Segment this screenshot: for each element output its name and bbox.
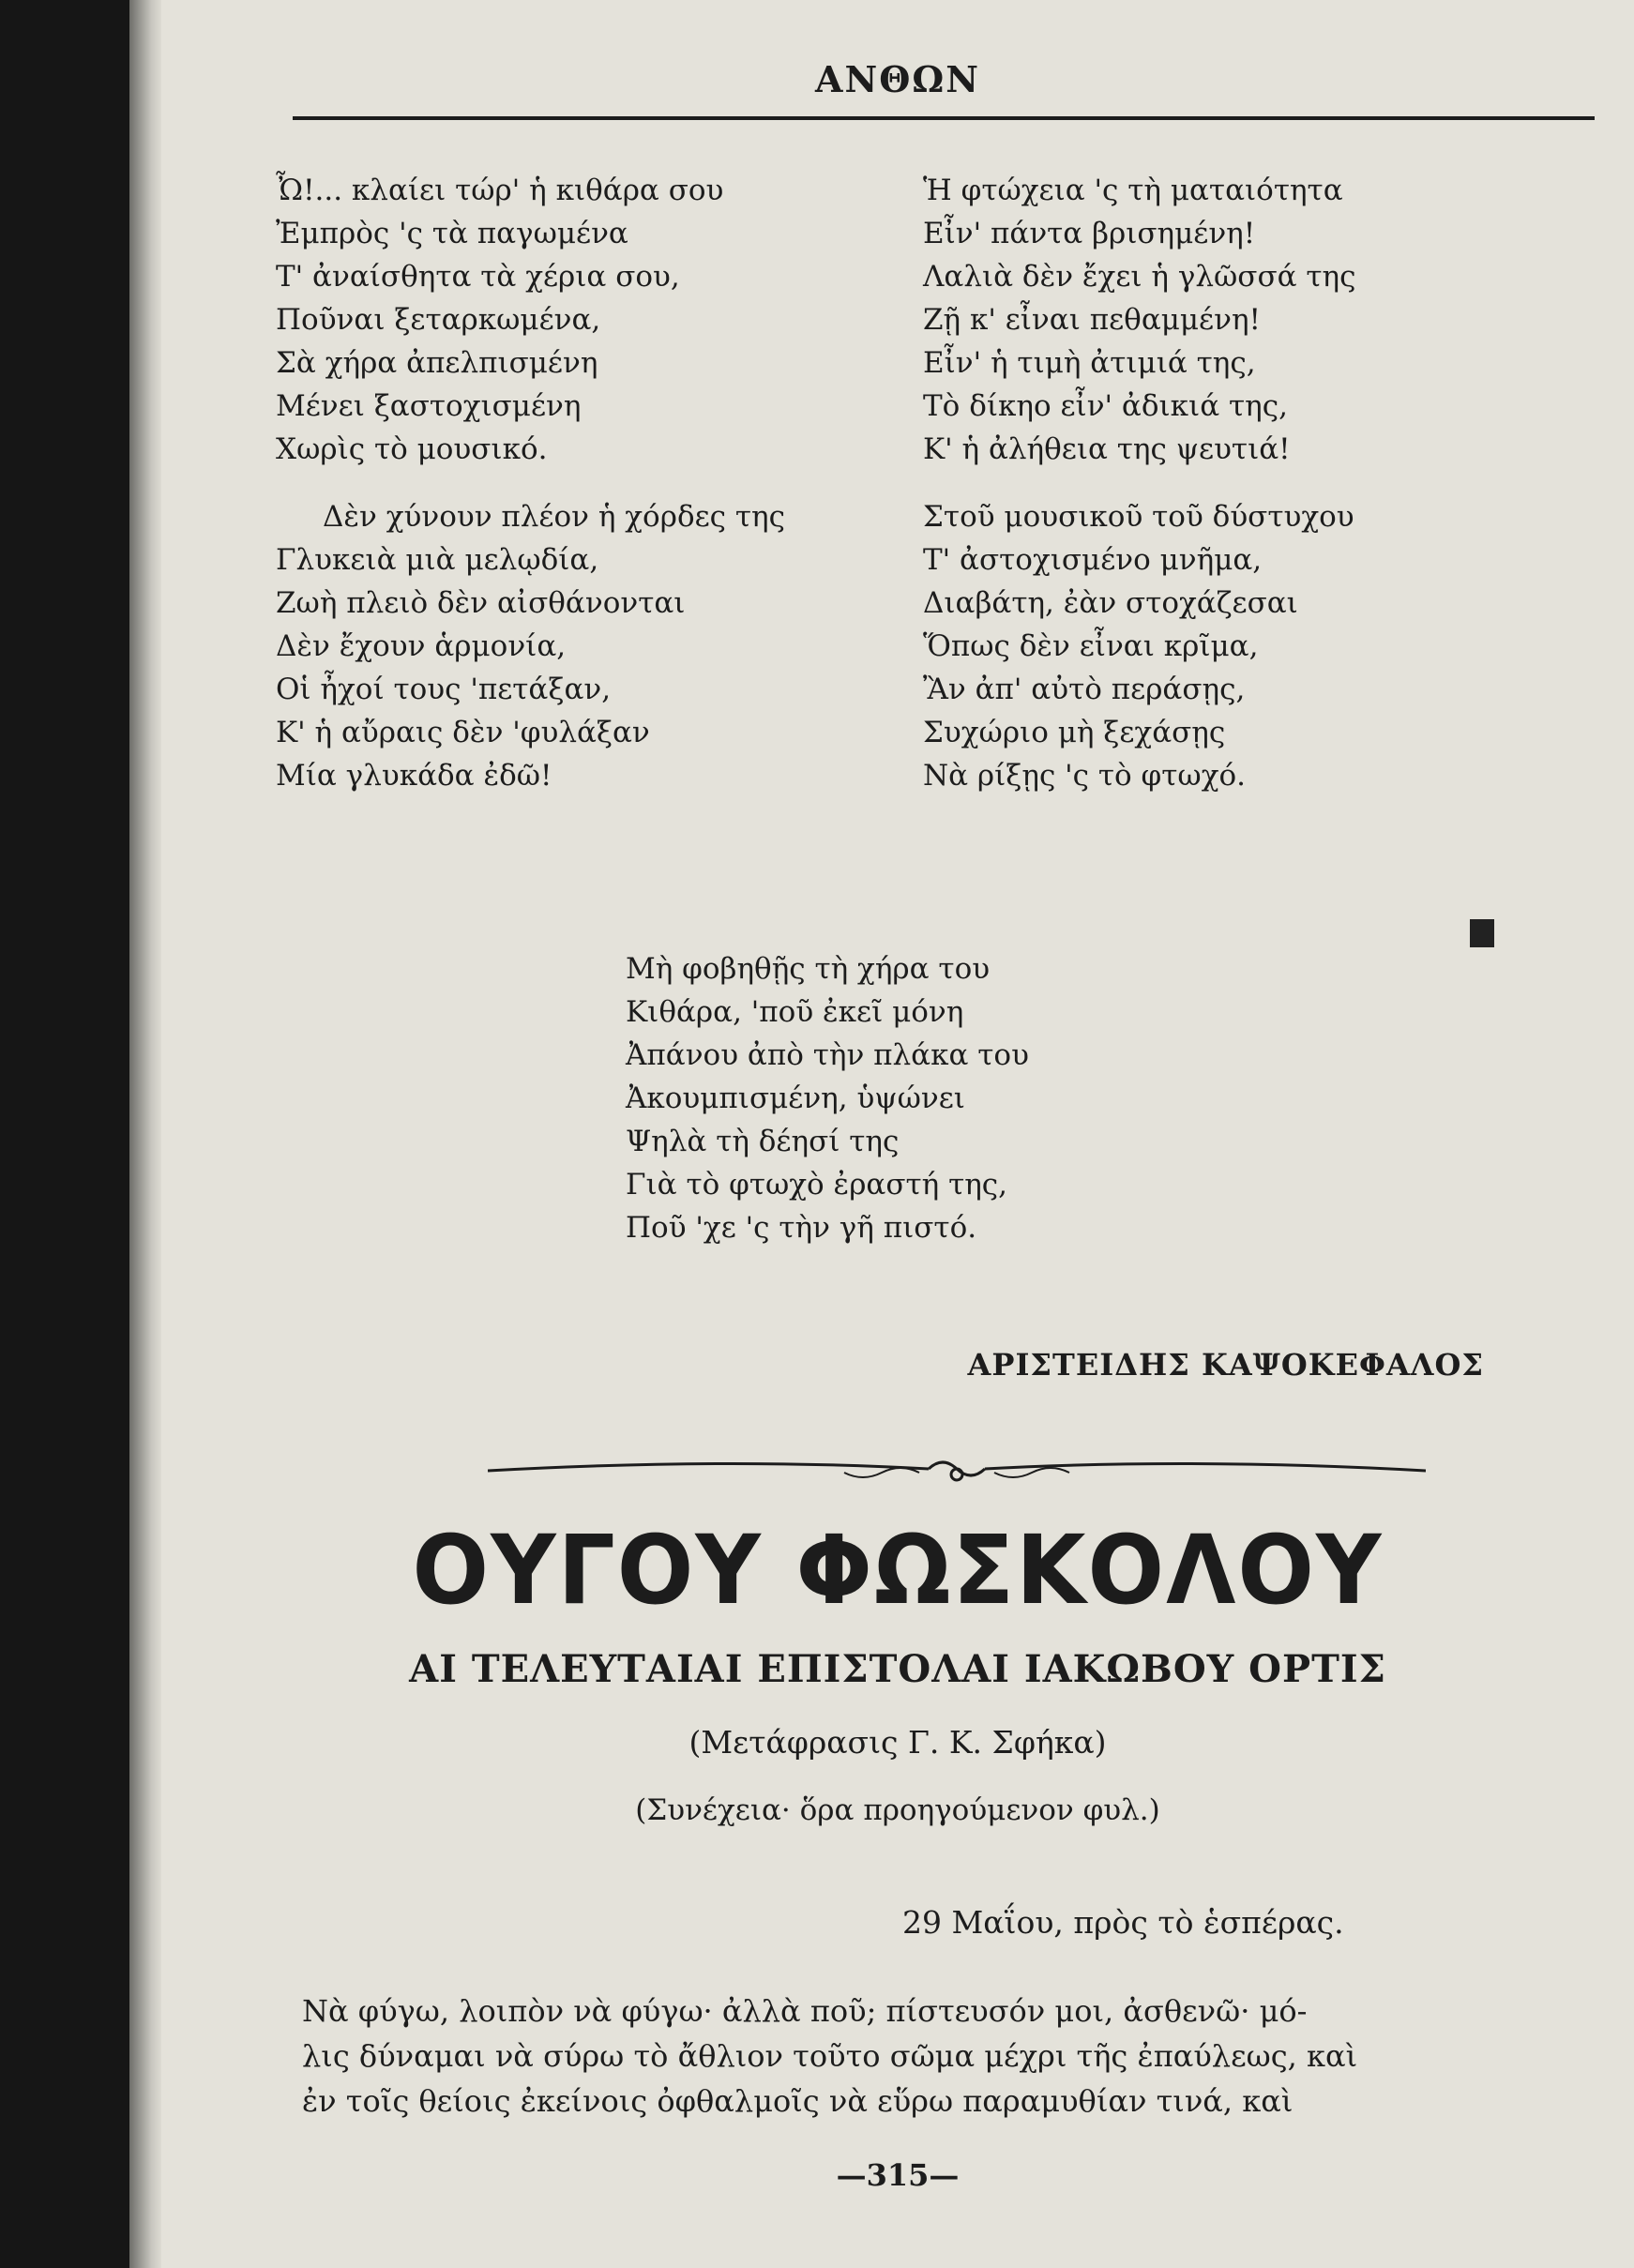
verse-line: Οἱ ἦχοί τους 'πετάξαν,	[276, 673, 612, 706]
verse-line: Ἂν ἀπ' αὐτὸ περάσῃς,	[923, 673, 1246, 706]
verse-line: Ἡ φτώχεια 'ς τὴ ματαιότητα	[923, 174, 1343, 207]
poem-left-column	[276, 169, 857, 822]
continuation-note: (Συνέχεια· ὅρα προηγούμενον φυλ.)	[635, 1793, 1160, 1827]
verse-line: Ποῦναι ξεταρκωμένα,	[276, 303, 601, 337]
article-title: ΟΥΓΟΥ ΦΩΣΚΟΛΟΥ	[412, 1514, 1384, 1626]
verse-line: Κ' ἡ αὔραις δὲν 'φυλάξαν	[276, 716, 650, 749]
prose-line: ἐν τοῖς θείοις ἐκείνοις ὀφθαλμοῖς νὰ εὕρω παραμυθίαν τινά, καὶ	[302, 2083, 1294, 2119]
stanza	[276, 495, 857, 797]
verse-line: Τ' ἀστοχισμένο μνῆμα,	[923, 543, 1263, 577]
poem-signature: ΑΡΙΣΤΕΙΔΗΣ ΚΑΨΟΚΕΦΑΛΟΣ	[967, 1347, 1484, 1383]
prose-line: λις δύναμαι νὰ σύρω τὸ ἄθλιον τοῦτο σῶμα μέχρι τῆς ἐπαύλεως, καὶ	[302, 2038, 1358, 2074]
verse-line: Στοῦ μουσικοῦ τοῦ δύστυχου	[923, 500, 1354, 534]
verse-line: Σὰ χήρα ἀπελπισμένη	[276, 346, 598, 380]
verse-line: Γλυκειὰ μιὰ μελῳδία,	[276, 543, 599, 577]
verse-line: Δὲν ἔχουν ἁρμονία,	[276, 629, 567, 663]
verse-line: Μία γλυκάδα ἐδῶ!	[276, 759, 552, 793]
verse-line: Νὰ ρίξῃς 'ς τὸ φτωχό.	[923, 759, 1246, 793]
translator-credit: (Μετάφρασις Γ. Κ. Σφήκα)	[688, 1724, 1107, 1761]
verse-line: Ἐμπρὸς 'ς τὰ παγωμένα	[276, 217, 628, 250]
verse-line: Μὴ φοβηθῇς τὴ χήρα του	[626, 952, 991, 986]
prose-line: Νὰ φύγω, λοιπὸν νὰ φύγω· ἀλλὰ ποῦ; πίστευσόν μοι, ἀσθενῶ· μό-	[302, 1993, 1308, 2029]
verse-line: Εἶν' ἡ τιμὴ ἀτιμιά της,	[923, 346, 1256, 380]
verse-line: Τ' ἀναίσθητα τὰ χέρια σου,	[276, 260, 680, 294]
fleuron-divider-icon	[488, 1452, 1426, 1489]
verse-line: Ὦ!... κλαίει τώρ' ἡ κιθάρα σου	[276, 174, 724, 207]
verse-line: Ποῦ 'χε 'ς τὴν γῆ πιστό.	[626, 1211, 977, 1245]
letter-dateline: 29 Μαΐου, πρὸς τὸ ἑσπέρας.	[902, 1904, 1344, 1941]
verse-line: Μένει ξαστοχισμένη	[276, 389, 582, 423]
running-header: ΑΝΘΩΝ	[815, 58, 980, 100]
page-number: —315—	[836, 2157, 960, 2193]
verse-line: Συχώριο μὴ ξεχάσῃς	[923, 716, 1226, 749]
stanza	[923, 169, 1561, 471]
page-gutter	[129, 0, 161, 2268]
verse-line: Τὸ δίκηο εἶν' ἀδικιά της,	[923, 389, 1288, 423]
poem-right-column	[923, 169, 1561, 822]
verse-line: Λαλιὰ δὲν ἔχει ἡ γλῶσσά της	[923, 260, 1356, 294]
letter-body	[302, 1988, 1559, 2124]
book-page	[161, 0, 1634, 2268]
margin-ornament-icon	[1470, 919, 1494, 947]
stanza	[276, 169, 857, 471]
verse-line: Ἀπάνου ἀπὸ τὴν πλάκα του	[626, 1038, 1029, 1072]
verse-line: Ἀκουμπισμένη, ὑψώνει	[626, 1081, 965, 1115]
verse-line: Ὅπως δὲν εἶναι κρῖμα,	[923, 629, 1259, 663]
verse-line: Εἶν' πάντα βρισημένη!	[923, 217, 1256, 250]
verse-line: Ψηλὰ τὴ δέησί της	[626, 1125, 900, 1158]
verse-line: Γιὰ τὸ φτωχὸ ἐραστή της,	[626, 1168, 1008, 1202]
poem-final-stanza	[626, 947, 1226, 1249]
verse-line: Χωρὶς τὸ μουσικό.	[276, 432, 548, 466]
stanza	[923, 495, 1561, 797]
verse-line: Ζῇ κ' εἶναι πεθαμμένη!	[923, 303, 1261, 337]
verse-line: Διαβάτη, ἐὰν στοχάζεσαι	[923, 586, 1298, 620]
verse-line: Δὲν χύνουν πλέον ἡ χόρδες της	[323, 500, 785, 534]
verse-line: Κιθάρα, 'ποῦ ἐκεῖ μόνη	[626, 995, 964, 1029]
book-binding	[0, 0, 129, 2268]
article-subtitle: ΑΙ ΤΕΛΕΥΤΑΙΑΙ ΕΠΙΣΤΟΛΑΙ ΙΑΚΩΒΟΥ ΟΡΤΙΣ	[409, 1647, 1386, 1691]
verse-line: Ζωὴ πλειὸ δὲν αἰσθάνονται	[276, 586, 686, 620]
verse-line: Κ' ἡ ἀλήθεια της ψευτιά!	[923, 432, 1291, 466]
header-rule	[293, 116, 1595, 120]
